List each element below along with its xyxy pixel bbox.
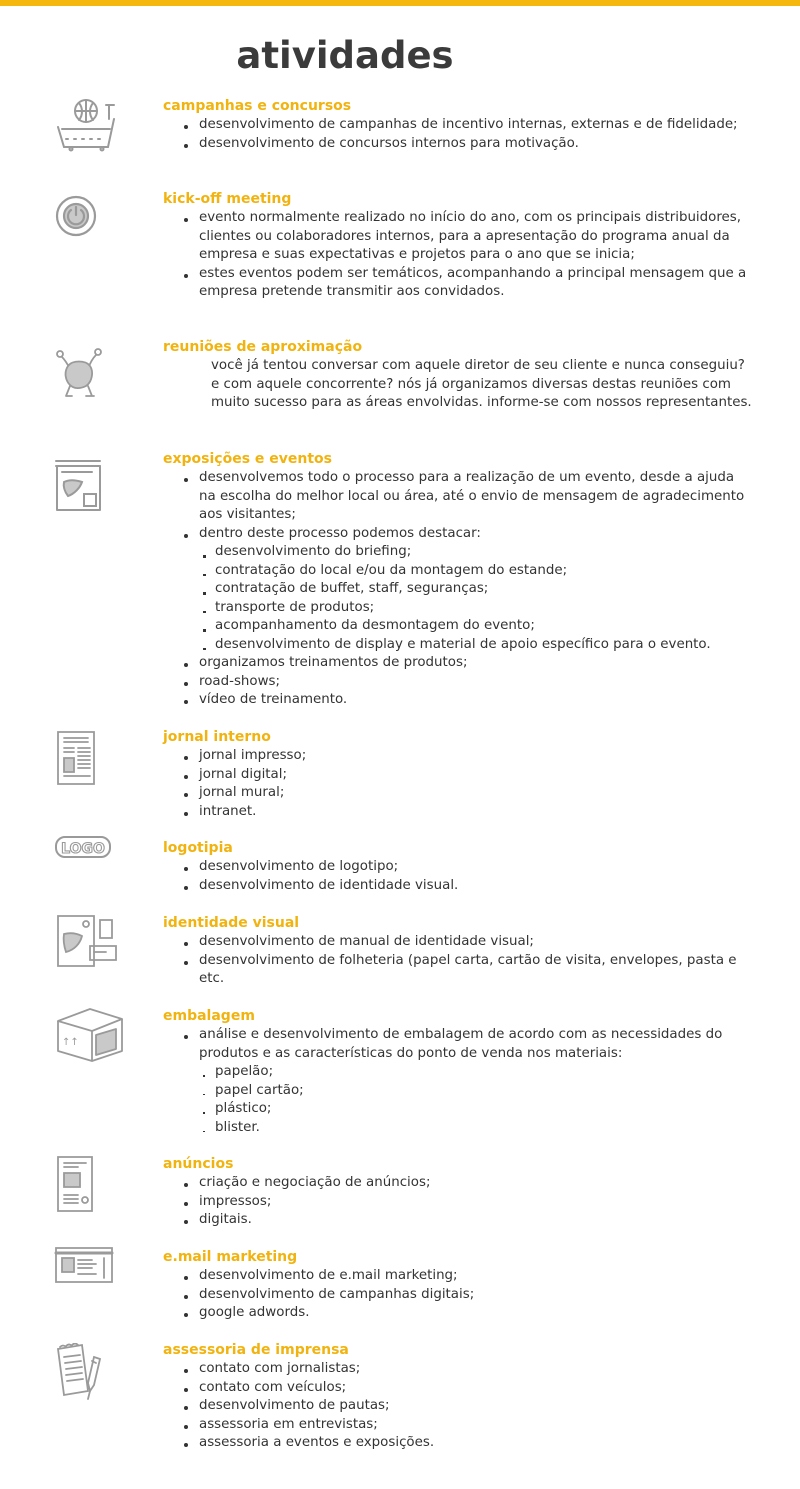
section-title: kick-off meeting xyxy=(163,191,292,207)
ad-page-icon xyxy=(54,1155,98,1213)
list-item: assessoria a eventos e exposições. xyxy=(163,1434,753,1453)
section-body xyxy=(163,1026,753,1137)
sub-list-item: desenvolvimento de display e material de apoio específico para o evento. xyxy=(163,636,753,655)
list-item: desenvolvimento de logotipo; xyxy=(163,858,753,877)
bullet-list xyxy=(163,209,753,302)
section-title: anúncios xyxy=(163,1156,234,1172)
list-item: jornal mural; xyxy=(163,784,753,803)
power-button-icon xyxy=(54,194,98,238)
bullet-list xyxy=(163,747,753,821)
list-item: evento normalmente realizado no início do ano, com os principais distribuidores, clientes ou colaboradores internos, para a apresentação do programa anual da empresa e suas expectativas e projetos para o ano que se inicia; xyxy=(163,209,753,265)
list-item: desenvolvimento de folheteria (papel carta, cartão de visita, envelopes, pasta e etc. xyxy=(163,952,753,989)
logo-badge-text: LOGO xyxy=(61,841,105,857)
shopping-cart-globe-icon xyxy=(54,97,122,155)
list-item: google adwords. xyxy=(163,1304,753,1323)
section-body xyxy=(163,1174,753,1230)
bullet-list xyxy=(163,933,753,989)
section-body xyxy=(163,469,753,710)
package-arrows-text: ↑↑ xyxy=(62,1037,79,1048)
sub-list-item: blister. xyxy=(163,1119,753,1138)
list-item: desenvolvimento de e.mail marketing; xyxy=(163,1267,753,1286)
top-accent-bar xyxy=(0,0,800,6)
section-body xyxy=(163,933,753,989)
sub-list-item: plástico; xyxy=(163,1100,753,1119)
section-body xyxy=(163,1360,753,1453)
package-box-icon xyxy=(54,1007,126,1063)
list-item: impressos; xyxy=(163,1193,753,1212)
bullet-list xyxy=(163,1174,753,1230)
sub-list-item: contratação do local e/ou da montagem do estande; xyxy=(163,562,753,581)
list-item: estes eventos podem ser temáticos, acompanhando a principal mensagem que a empresa pretende transmitir aos convidados. xyxy=(163,265,753,302)
section-body xyxy=(163,357,753,413)
list-item: análise e desenvolvimento de embalagem de acordo com as necessidades do produtos e as características do ponto de venda nos materiais: xyxy=(163,1026,753,1063)
section-title: reuniões de aproximação xyxy=(163,339,363,355)
list-item: desenvolvimento de campanhas digitais; xyxy=(163,1286,753,1305)
list-item: road-shows; xyxy=(163,673,753,692)
list-item: organizamos treinamentos de produtos; xyxy=(163,654,753,673)
section-body xyxy=(163,116,753,153)
stationery-icon xyxy=(54,914,120,970)
list-item: contato com jornalistas; xyxy=(163,1360,753,1379)
list-item: dentro deste processo podemos destacar: xyxy=(163,525,753,544)
bullet-list xyxy=(163,116,753,153)
section-body xyxy=(163,209,753,302)
section-title: e.mail marketing xyxy=(163,1249,298,1265)
bullet-list xyxy=(163,1360,753,1453)
list-item: jornal impresso; xyxy=(163,747,753,766)
section-title: identidade visual xyxy=(163,915,300,931)
list-item: intranet. xyxy=(163,803,753,822)
list-item: criação e negociação de anúncios; xyxy=(163,1174,753,1193)
section-title: jornal interno xyxy=(163,729,271,745)
newspaper-icon xyxy=(54,730,100,786)
section-title: assessoria de imprensa xyxy=(163,1342,349,1358)
page-title: atividades xyxy=(236,34,454,77)
list-item: desenvolvemos todo o processo para a realização de um evento, desde a ajuda na escolha do melhor local ou área, até o envio de mensagem de agradecimento aos visitantes; xyxy=(163,469,753,525)
list-item: digitais. xyxy=(163,1211,753,1230)
bullet-list xyxy=(163,469,753,543)
section-title: exposições e eventos xyxy=(163,451,333,467)
exhibition-stand-icon xyxy=(54,458,104,512)
bullet-list xyxy=(163,1267,753,1323)
sub-list-item: papelão; xyxy=(163,1063,753,1082)
bullet-list xyxy=(163,1026,753,1063)
list-item: contato com veículos; xyxy=(163,1379,753,1398)
meeting-figure-icon xyxy=(54,344,104,404)
section-body xyxy=(163,858,753,895)
sub-list xyxy=(163,1063,753,1137)
list-item: jornal digital; xyxy=(163,766,753,785)
browser-window-icon xyxy=(54,1246,116,1286)
section-body xyxy=(163,1267,753,1323)
section-title: campanhas e concursos xyxy=(163,98,352,114)
list-item: assessoria em entrevistas; xyxy=(163,1416,753,1435)
bullet-list xyxy=(163,654,753,710)
section-title: logotipia xyxy=(163,840,233,856)
list-item: desenvolvimento de identidade visual. xyxy=(163,877,753,896)
section-title: embalagem xyxy=(163,1008,255,1024)
sub-list xyxy=(163,543,753,654)
list-item: desenvolvimento de campanhas de incentivo internas, externas e de fidelidade; xyxy=(163,116,753,135)
sub-list-item: desenvolvimento do briefing; xyxy=(163,543,753,562)
list-item: vídeo de treinamento. xyxy=(163,691,753,710)
list-item: desenvolvimento de concursos internos para motivação. xyxy=(163,135,753,154)
section-body xyxy=(163,747,753,821)
list-item: desenvolvimento de manual de identidade visual; xyxy=(163,933,753,952)
bullet-list xyxy=(163,858,753,895)
list-item: desenvolvimento de pautas; xyxy=(163,1397,753,1416)
sub-list-item: acompanhamento da desmontagem do evento; xyxy=(163,617,753,636)
sub-list-item: papel cartão; xyxy=(163,1082,753,1101)
sub-list-item: contratação de buffet, staff, seguranças; xyxy=(163,580,753,599)
notepad-pen-icon xyxy=(54,1343,106,1401)
logo-badge-icon xyxy=(54,833,114,863)
sub-list-item: transporte de produtos; xyxy=(163,599,753,618)
section-paragraph: você já tentou conversar com aquele diretor de seu cliente e nunca conseguiu? e com aquele concorrente? nós já organizamos diversas destas reuniões com muito sucesso para as áreas envolvidas. informe-se com nossos representantes. xyxy=(211,358,752,410)
